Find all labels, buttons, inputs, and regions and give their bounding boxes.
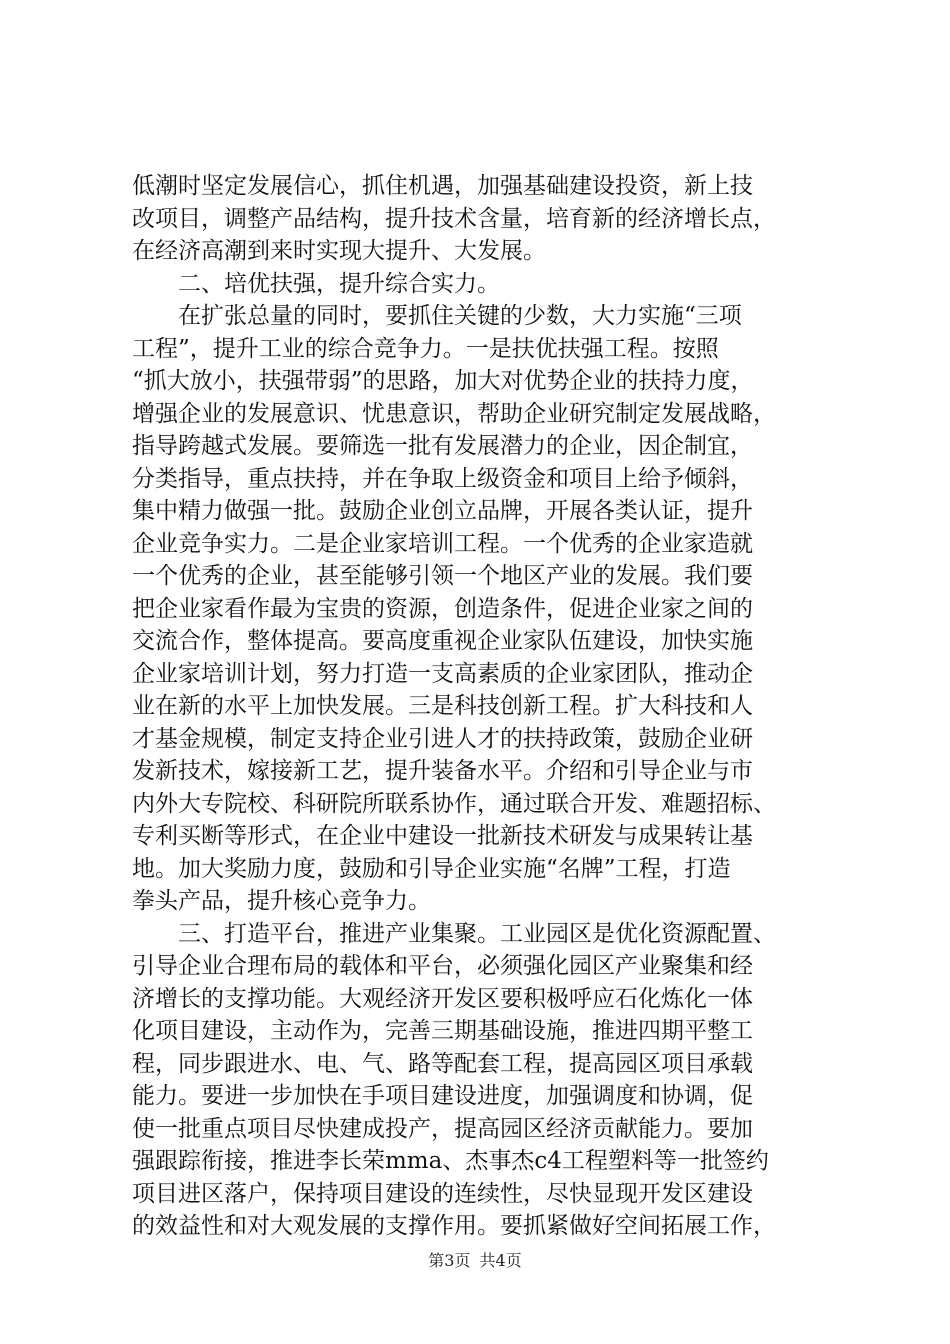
- text-line: 一个优秀的企业，甚至能够引领一个地区产业的发展。我们要: [132, 563, 753, 589]
- text-line: 济增长的支撑功能。大观经济开发区要积极呼应石化炼化一体: [132, 985, 753, 1012]
- text-line: 企业家培训计划，努力打造一支高素质的企业家团队，推动企: [132, 660, 753, 687]
- text-line: 改项目，调整产品结构，提升技术含量，培育新的经济增长点，: [132, 205, 776, 232]
- text-line: 在扩张总量的同时，要抓住关键的少数，大力实施“三项: [132, 303, 742, 329]
- text-line: 企业竞争实力。二是企业家培训工程。一个优秀的企业家造就: [132, 530, 753, 557]
- text-line: 在经济高潮到来时实现大提升、大发展。: [132, 238, 546, 264]
- text-line: 化项目建设，主动作为，完善三期基础设施，推进四期平整工: [132, 1018, 753, 1044]
- text-line: 增强企业的发展意识、忧患意识，帮助企业研究制定发展战略，: [132, 400, 776, 427]
- text-line: 能力。要进一步加快在手项目建设进度，加强调度和协调，促: [132, 1083, 753, 1109]
- page-total: 共4页: [479, 1251, 522, 1270]
- text-line: 程，同步跟进水、电、气、路等配套工程，提高园区项目承载: [132, 1050, 753, 1077]
- text-line: 工程”，提升工业的综合竞争力。一是扶优扶强工程。按照: [132, 335, 719, 362]
- text-line: 三、打造平台，推进产业集聚。工业园区是优化资源配置、: [132, 920, 776, 947]
- text-line: 才基金规模，制定支持企业引进人才的扶持政策，鼓励企业研: [132, 725, 753, 752]
- page-footer: [0, 1248, 950, 1271]
- text-line: 强跟踪衔接，推进李长荣mma、杰事杰c4工程塑料等一批签约: [132, 1148, 769, 1174]
- text-line: 分类指导，重点扶持，并在争取上级资金和项目上给予倾斜，: [132, 465, 753, 492]
- document-body: [132, 170, 832, 1243]
- text-line: 业在新的水平上加快发展。三是科技创新工程。扩大科技和人: [132, 693, 753, 719]
- text-line: 使一批重点项目尽快建成投产，提高园区经济贡献能力。要加: [132, 1115, 753, 1142]
- text-line: 发新技术，嫁接新工艺，提升装备水平。介绍和引导企业与市: [132, 758, 753, 784]
- text-line: 低潮时坚定发展信心，抓住机遇，加强基础建设投资，新上技: [132, 173, 753, 199]
- text-line: 的效益性和对大观发展的支撑作用。要抓紧做好空间拓展工作，: [132, 1213, 776, 1239]
- text-line: 内外大专院校、科研院所联系协作，通过联合开发、难题招标、: [132, 790, 776, 817]
- text-line: 项目进区落户，保持项目建设的连续性，尽快显现开发区建设: [132, 1180, 753, 1207]
- text-line: 交流合作，整体提高。要高度重视企业家队伍建设，加快实施: [132, 628, 753, 654]
- text-line: 引导企业合理布局的载体和平台，必须强化园区产业聚集和经: [132, 953, 753, 979]
- text-line: 地。加大奖励力度，鼓励和引导企业实施“名牌”工程，打造: [132, 855, 731, 882]
- text-line: 集中精力做强一批。鼓励企业创立品牌，开展各类认证，提升: [132, 498, 753, 524]
- text-line: 拳头产品，提升核心竞争力。: [132, 888, 431, 914]
- text-line: 二、培优扶强，提升综合实力。: [132, 270, 500, 297]
- text-line: “抓大放小，扶强带弱”的思路，加大对优势企业的扶持力度，: [132, 368, 754, 394]
- text-line: 把企业家看作最为宝贵的资源，创造条件，促进企业家之间的: [132, 595, 753, 622]
- text-line: 指导跨越式发展。要筛选一批有发展潜力的企业，因企制宜，: [132, 433, 753, 459]
- page-number: 第3页: [428, 1251, 471, 1270]
- text-line: 专利买断等形式，在企业中建设一批新技术研发与成果转让基: [132, 823, 753, 849]
